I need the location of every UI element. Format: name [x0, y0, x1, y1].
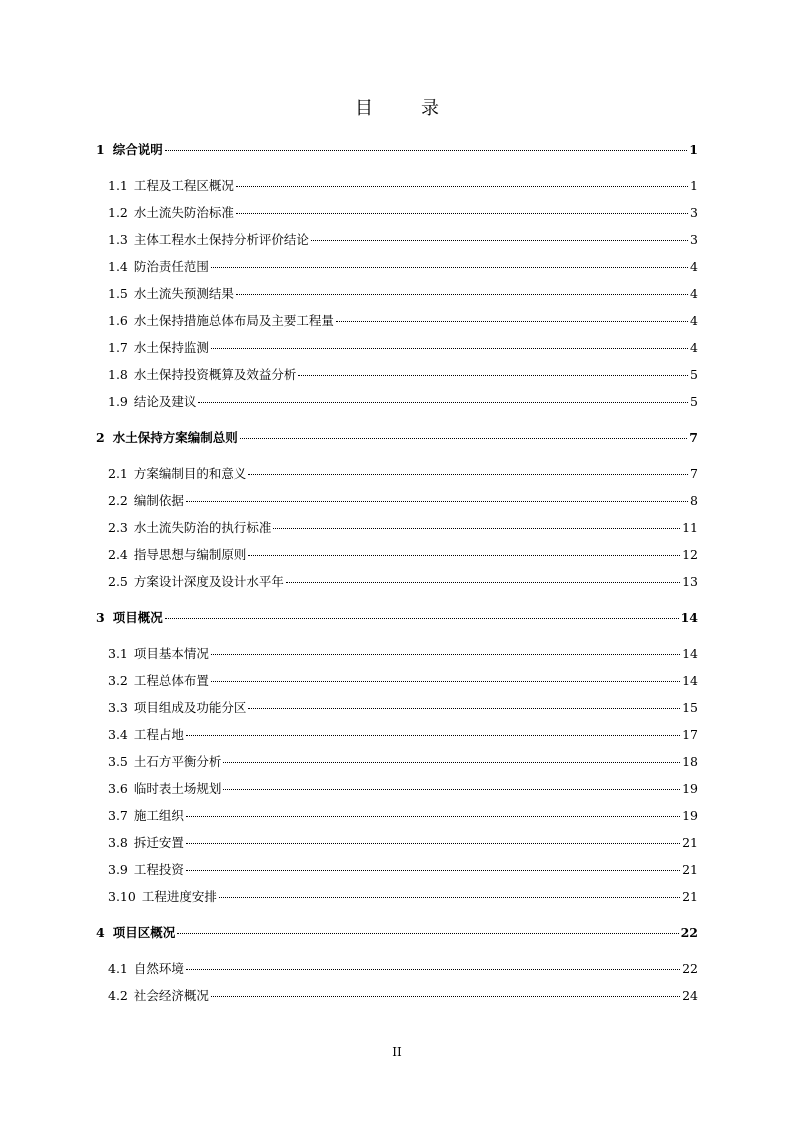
toc-section-entry[interactable]	[108, 699, 698, 717]
toc-section-entry[interactable]	[108, 546, 698, 564]
toc-dot-leader	[240, 437, 688, 439]
toc-section-entry[interactable]	[108, 807, 698, 825]
toc-dot-leader	[177, 932, 678, 934]
toc-entry-title: 水土流失防治标准	[133, 205, 234, 220]
toc-entry-number: 4.1	[108, 961, 128, 976]
toc-dot-leader	[186, 869, 680, 871]
toc-entry-number: 3.9	[108, 862, 128, 877]
toc-entry-title: 结论及建议	[133, 394, 197, 409]
toc-entry-title: 方案设计深度及设计水平年	[133, 574, 284, 589]
toc-entry-number: 2.1	[108, 466, 128, 481]
toc-dot-leader	[165, 149, 688, 151]
toc-entry-title: 工程投资	[133, 862, 184, 877]
toc-entry-number: 1.9	[108, 394, 128, 409]
toc-entry-number: 1.2	[108, 205, 128, 220]
toc-entry-number: 1.1	[108, 178, 128, 193]
toc-section-entry[interactable]	[108, 726, 698, 744]
toc-dot-leader	[236, 212, 688, 214]
toc-entry-number: 2.2	[108, 493, 128, 508]
toc-dot-leader	[211, 680, 680, 682]
toc-chapter-entry[interactable]	[96, 609, 698, 627]
toc-dot-leader	[273, 527, 680, 529]
toc-dot-leader	[186, 842, 680, 844]
toc-entry-title: 指导思想与编制原则	[133, 547, 247, 562]
toc-entry-title: 水土流失防治的执行标准	[133, 520, 272, 535]
toc-entry-number: 3.6	[108, 781, 128, 796]
page-number-footer: II	[392, 1045, 402, 1059]
toc-section-entry[interactable]	[108, 258, 698, 276]
toc-entry-title: 方案编制目的和意义	[133, 466, 247, 481]
toc-entry-page: 11	[682, 520, 698, 535]
toc-entry-number: 3.2	[108, 673, 128, 688]
toc-section-entry[interactable]	[108, 312, 698, 330]
toc-entry-title: 施工组织	[133, 808, 184, 823]
toc-entry-page: 14	[682, 646, 698, 661]
toc-entry-title: 水土流失预测结果	[133, 286, 234, 301]
toc-dot-leader	[223, 788, 680, 790]
toc-entry-number: 3.4	[108, 727, 128, 742]
toc-dot-leader	[236, 185, 688, 187]
toc-entry-number: 1.4	[108, 259, 128, 274]
toc-dot-leader	[186, 968, 680, 970]
toc-dot-leader	[248, 707, 680, 709]
toc-section-entry[interactable]	[108, 753, 698, 771]
toc-dot-leader	[286, 581, 680, 583]
page-title	[0, 94, 794, 120]
toc-section-entry[interactable]	[108, 231, 698, 249]
toc-dot-leader	[211, 653, 680, 655]
toc-dot-leader	[248, 554, 680, 556]
toc-entry-page: 8	[690, 493, 698, 508]
toc-section-entry[interactable]	[108, 573, 698, 591]
toc-dot-leader	[219, 896, 680, 898]
toc-section-entry[interactable]	[108, 285, 698, 303]
toc-entry-page: 22	[680, 925, 698, 940]
toc-entry-page: 14	[682, 673, 698, 688]
toc-entry-number: 1.7	[108, 340, 128, 355]
toc-entry-title: 项目基本情况	[133, 646, 209, 661]
toc-entry-page: 1	[689, 142, 698, 157]
toc-dot-leader	[211, 347, 688, 349]
toc-dot-leader	[211, 995, 680, 997]
toc-chapter-entry[interactable]	[96, 924, 698, 942]
toc-entry-page: 4	[690, 340, 698, 355]
toc-dot-leader	[186, 500, 688, 502]
toc-entry-title: 社会经济概况	[133, 988, 209, 1003]
toc-dot-leader	[336, 320, 688, 322]
toc-entry-page: 19	[682, 781, 698, 796]
toc-entry-page: 24	[682, 988, 698, 1003]
toc-dot-leader	[165, 617, 679, 619]
toc-section-entry[interactable]	[108, 834, 698, 852]
toc-section-entry[interactable]	[108, 960, 698, 978]
title-right-char: 录	[421, 98, 439, 119]
toc-entry-number: 3.1	[108, 646, 128, 661]
toc-entry-title: 水土保持投资概算及效益分析	[133, 367, 297, 382]
toc-section-entry[interactable]	[108, 987, 698, 1005]
toc-entry-title: 拆迁安置	[133, 835, 184, 850]
toc-section-entry[interactable]	[108, 888, 698, 906]
toc-dot-leader	[223, 761, 680, 763]
toc-entry-number: 2.4	[108, 547, 128, 562]
toc-entry-number: 3.5	[108, 754, 128, 769]
toc-dot-leader	[186, 815, 680, 817]
toc-entry-title: 工程总体布置	[133, 673, 209, 688]
toc-entry-title: 编制依据	[133, 493, 184, 508]
toc-entry-page: 4	[690, 286, 698, 301]
toc-entry-page: 21	[682, 889, 698, 904]
toc-entry-number: 3.8	[108, 835, 128, 850]
toc-section-entry[interactable]	[108, 645, 698, 663]
toc-entry-number: 1.5	[108, 286, 128, 301]
toc-entry-number: 4.2	[108, 988, 128, 1003]
toc-entry-page: 12	[682, 547, 698, 562]
toc-entry-page: 7	[689, 430, 698, 445]
toc-entry-page: 3	[690, 205, 698, 220]
toc-entry-title: 工程及工程区概况	[133, 178, 234, 193]
toc-section-entry[interactable]	[108, 339, 698, 357]
toc-section-entry[interactable]	[108, 519, 698, 537]
toc-entry-number: 2.3	[108, 520, 128, 535]
toc-section-entry[interactable]	[108, 204, 698, 222]
toc-dot-leader	[311, 239, 688, 241]
toc-entry-number: 4	[96, 925, 105, 940]
toc-entry-title: 水土保持监测	[133, 340, 209, 355]
toc-dot-leader	[248, 473, 688, 475]
toc-entry-number: 1.3	[108, 232, 128, 247]
toc-entry-title: 自然环境	[133, 961, 184, 976]
toc-entry-number: 3.3	[108, 700, 128, 715]
toc-entry-title: 综合说明	[112, 142, 163, 157]
toc-section-entry[interactable]	[108, 861, 698, 879]
toc-dot-leader	[236, 293, 688, 295]
toc-entry-title: 水土保持方案编制总则	[112, 430, 238, 445]
toc-entry-title: 项目区概况	[112, 925, 176, 940]
toc-entry-title: 防治责任范围	[133, 259, 209, 274]
toc-entry-title: 项目组成及功能分区	[133, 700, 247, 715]
toc-dot-leader	[198, 401, 688, 403]
toc-entry-number: 3	[96, 610, 105, 625]
toc-section-entry[interactable]	[108, 366, 698, 384]
toc-section-entry[interactable]	[108, 465, 698, 483]
toc-entry-number: 1.8	[108, 367, 128, 382]
toc-section-entry[interactable]	[108, 177, 698, 195]
toc-entry-title: 土石方平衡分析	[133, 754, 222, 769]
title-left-char: 目	[355, 98, 373, 119]
toc-entry-page: 4	[690, 313, 698, 328]
toc-dot-leader	[298, 374, 688, 376]
toc-chapter-entry[interactable]	[96, 141, 698, 159]
toc-entry-title: 工程进度安排	[141, 889, 217, 904]
toc-entry-title: 项目概况	[112, 610, 163, 625]
toc-section-entry[interactable]	[108, 492, 698, 510]
toc-section-entry[interactable]	[108, 672, 698, 690]
toc-entry-page: 21	[682, 862, 698, 877]
toc-entry-page: 5	[690, 394, 698, 409]
toc-dot-leader	[211, 266, 688, 268]
toc-entry-page: 5	[690, 367, 698, 382]
toc-entry-page: 18	[682, 754, 698, 769]
toc-entry-page: 7	[690, 466, 698, 481]
toc-entry-number: 2.5	[108, 574, 128, 589]
toc-entry-number: 1	[96, 142, 105, 157]
toc-entry-page: 19	[682, 808, 698, 823]
toc-entry-page: 4	[690, 259, 698, 274]
toc-entry-number: 2	[96, 430, 105, 445]
toc-entry-number: 3.10	[108, 889, 136, 904]
toc-entry-title: 工程占地	[133, 727, 184, 742]
toc-entry-number: 3.7	[108, 808, 128, 823]
toc-entry-page: 22	[682, 961, 698, 976]
toc-entry-number: 1.6	[108, 313, 128, 328]
toc-entry-title: 主体工程水土保持分析评价结论	[133, 232, 309, 247]
toc-entry-page: 3	[690, 232, 698, 247]
toc-entry-page: 21	[682, 835, 698, 850]
toc-entry-title: 临时表土场规划	[133, 781, 222, 796]
toc-entry-page: 17	[682, 727, 698, 742]
toc-entry-page: 1	[690, 178, 698, 193]
toc-entry-title: 水土保持措施总体布局及主要工程量	[133, 313, 334, 328]
toc-section-entry[interactable]	[108, 780, 698, 798]
toc-chapter-entry[interactable]	[96, 429, 698, 447]
toc-entry-page: 14	[680, 610, 698, 625]
toc-section-entry[interactable]	[108, 393, 698, 411]
toc-entry-page: 15	[682, 700, 698, 715]
toc-dot-leader	[186, 734, 680, 736]
toc-entry-page: 13	[682, 574, 698, 589]
